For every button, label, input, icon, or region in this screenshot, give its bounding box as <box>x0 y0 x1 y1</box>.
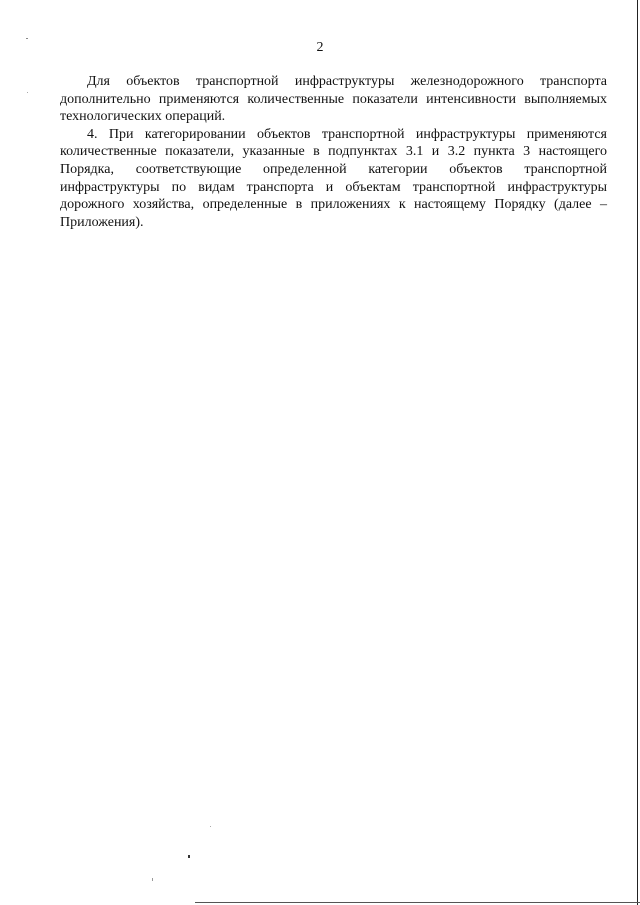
paragraph-item-4: 4. При категорировании объектов транспортной инфраструктуры применяются количественные показатели, указанные в подпунктах 3.1 и 3.2 пункта 3 настоящего Порядка, соответствующие определенной категории объектов транспортной инфраструктуры по видам транспорта и объектам транспортной инфраструктуры дорожного хозяйства, определенные в приложениях к настоящему Порядку (далее – Приложения). <box>60 126 607 230</box>
document-body <box>60 73 607 231</box>
scan-speck <box>188 855 190 858</box>
scan-speck <box>210 826 211 827</box>
scan-speck <box>26 38 28 39</box>
scan-speck <box>27 92 28 93</box>
scan-bottom-edge <box>195 902 640 903</box>
scan-speck <box>152 878 153 881</box>
page-number: 2 <box>316 40 324 55</box>
page-edge <box>637 0 638 905</box>
paragraph-railway-indicators: Для объектов транспортной инфраструктуры железнодорожного транспорта дополнительно применяются количественные показатели интенсивности выполняемых технологических операций. <box>60 74 607 125</box>
